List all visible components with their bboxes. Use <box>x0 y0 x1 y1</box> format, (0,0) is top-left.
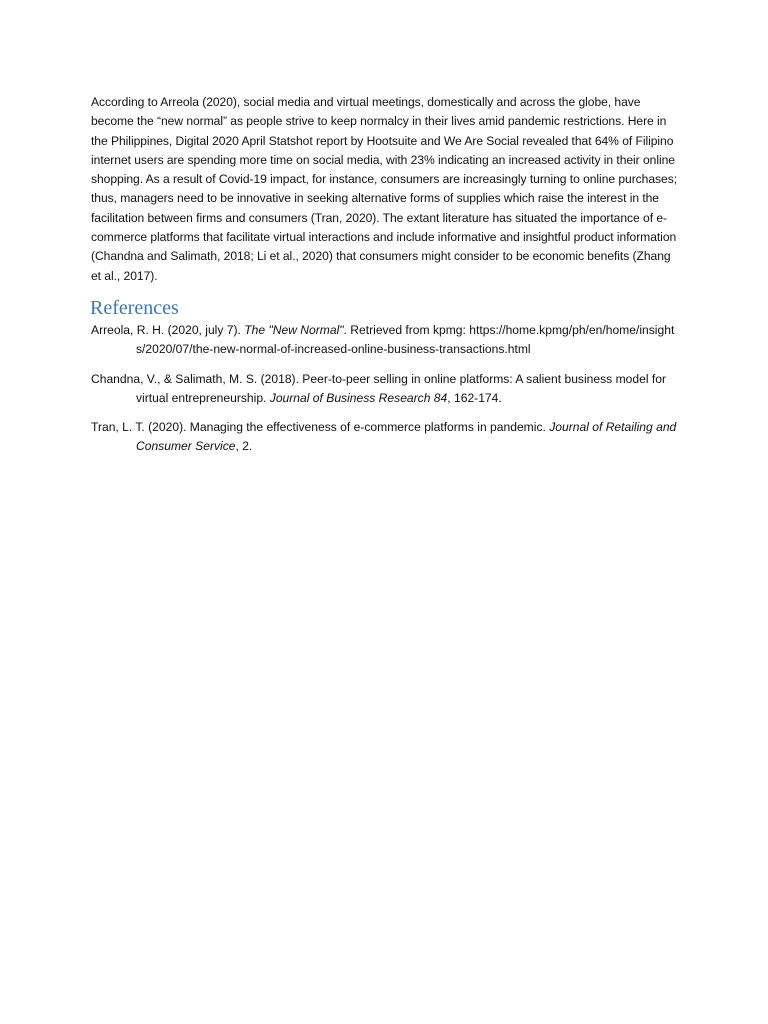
references-heading: References <box>90 297 179 319</box>
reference-url: https://home.kpmg/ph/en/home/insights/2020/07/the-new-normal-of-increased-online-business-transactions.html <box>136 323 675 357</box>
reference-item-tran <box>91 418 681 457</box>
reference-volume: , 2. <box>235 439 253 454</box>
reference-journal: Journal of Retailing and Consumer Service <box>136 420 677 454</box>
reference-authors-title: Chandna, V., & Salimath, M. S. (2018). Peer-to-peer selling in online platforms: A salient business model for virtual entrepreneurship. <box>91 371 666 405</box>
reference-title: The "New Normal" <box>244 323 344 337</box>
body-paragraph: According to Arreola (2020), social media and virtual meetings, domestically and across the globe, have become the “new normal” as people strive to keep normalcy in their lives amid pandemic restrictions. Here in the Philippines, Digital 2020 April Statshot report by Hootsuite and We Are Social revealed that 64% of Filipino internet users are spending more time on social media, with 23% indicating an increased activity in their online shopping. As a result of Covid-19 impact, for instance, consumers are increasingly turning to online purchases; thus, managers need to be innovative in seeking alternative forms of supplies which raise the interest in the facilitation between firms and consumers (Tran, 2020). The extant literature has situated the importance of e-commerce platforms that facilitate virtual interactions and include informative and insightful product information (Chandna and Salimath, 2018; Li et al., 2020) that consumers might consider to be economic benefits (Zhang et al., 2017). <box>91 95 678 283</box>
reference-pages: , 162-174. <box>447 390 502 405</box>
reference-retrieval-text: . Retrieved from kpmg: <box>343 323 470 337</box>
reference-authors-date: Arreola, R. H. (2020, july 7). <box>91 323 245 337</box>
references-list <box>91 321 681 467</box>
reference-item-arreola <box>91 321 681 360</box>
reference-journal: Journal of Business Research 84 <box>269 390 448 405</box>
reference-item-chandna <box>91 370 681 409</box>
reference-authors-title: Tran, L. T. (2020). Managing the effectiveness of e-commerce platforms in pandemic. <box>91 420 550 435</box>
